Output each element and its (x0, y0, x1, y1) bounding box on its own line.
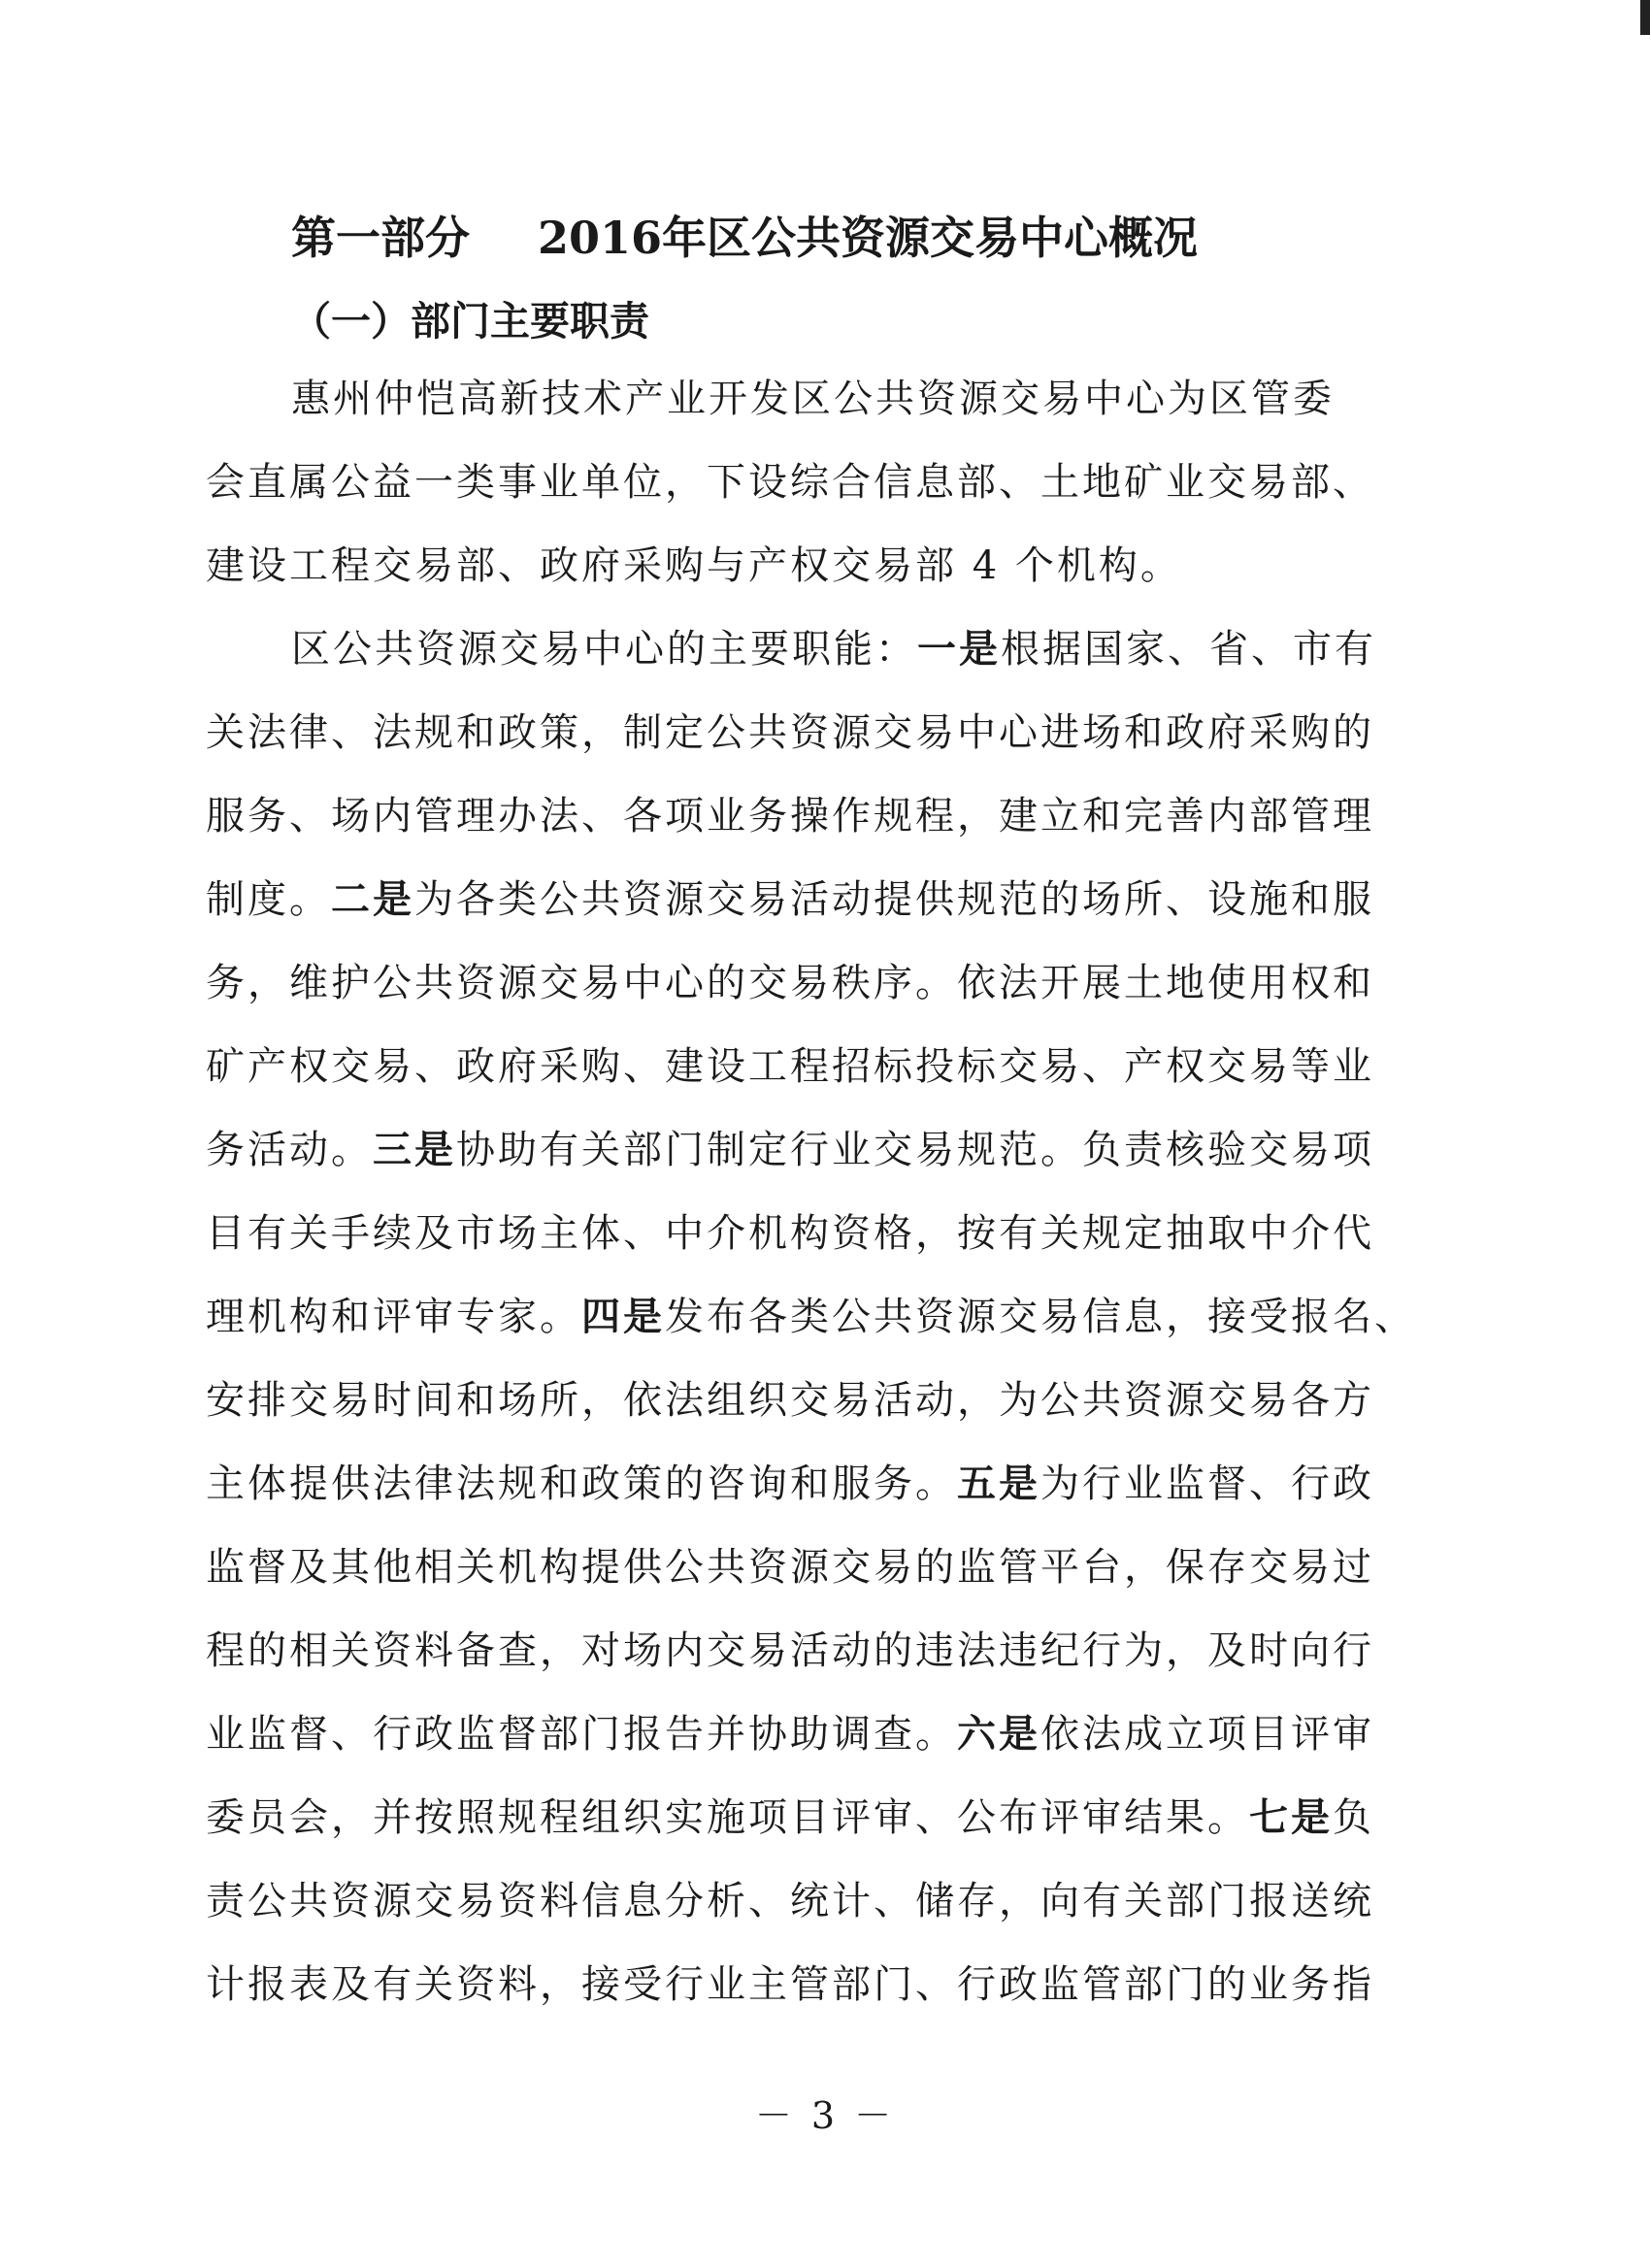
text-line: 会直属公益一类事业单位，下设综合信息部、土地矿业交易部、 (206, 460, 1374, 505)
page-number: － 3 － (754, 2094, 896, 2137)
text-line: 安排交易时间和场所，依法组织交易活动，为公共资源交易各方 (206, 1378, 1374, 1423)
section-title: （一）部门主要职责 (291, 298, 649, 345)
part-number: 第一部分 (291, 212, 470, 264)
text-line: 务，维护公共资源交易中心的交易秩序。依法开展土地使用权和 (206, 961, 1374, 1005)
text-run: 负 (1333, 1795, 1374, 1840)
emphasis-marker: 四是 (581, 1294, 665, 1339)
text-line: 程的相关资料备查，对场内交易活动的违法违纪行为，及时向行 (206, 1628, 1374, 1673)
text-line: 惠州仲恺高新技术产业开发区公共资源交易中心为区管委 (291, 377, 1335, 421)
text-line: 矿产权交易、政府采购、建设工程招标投标交易、产权交易等业 (206, 1044, 1374, 1089)
emphasis-marker: 六是 (957, 1711, 1040, 1757)
text-run: 主体提供法律法规和政策的咨询和服务。 (206, 1462, 957, 1506)
emphasis-marker: 三是 (373, 1127, 456, 1172)
text-run: 制度。 (206, 877, 331, 922)
text-run: 理机构和评审专家。 (206, 1295, 581, 1339)
text-line (206, 1776, 1405, 1859)
part-title (291, 204, 1407, 272)
emphasis-marker: 二是 (331, 876, 414, 922)
part-title-text: 2016年区公共资源交易中心概况 (538, 212, 1199, 264)
emphasis-marker: 五是 (957, 1461, 1040, 1506)
text-run: 为各类公共资源交易活动提供规范的场所、设施和服 (414, 877, 1374, 922)
text-line (206, 1442, 1405, 1526)
paragraph-overview (206, 357, 1405, 608)
text-run: 根据国家、省、市有 (1001, 627, 1376, 672)
text-run: 务活动。 (206, 1128, 373, 1172)
text-line (206, 1275, 1416, 1359)
text-run: 区公共资源交易中心的主要职能： (291, 627, 917, 672)
text-run: 依法成立项目评审 (1040, 1712, 1374, 1757)
text-line (206, 858, 1405, 941)
text-line: 建设工程交易部、政府采购与产权交易部 4 个机构。 (206, 543, 1182, 588)
text-line: 关法律、法规和政策，制定公共资源交易中心进场和政府采购的 (206, 710, 1374, 755)
emphasis-marker: 七是 (1249, 1794, 1333, 1840)
emphasis-marker: 一是 (917, 626, 1001, 672)
paragraph-functions (206, 608, 1416, 2026)
text-run: 业监督、行政监督部门报告并协助调查。 (206, 1712, 957, 1757)
text-run: 委员会，并按照规程组织实施项目评审、公布评审结果。 (206, 1795, 1249, 1840)
text-line (206, 608, 1405, 691)
text-line (206, 1108, 1405, 1192)
text-run: 协助有关部门制定行业交易规范。负责核验交易项 (456, 1128, 1374, 1172)
text-line: 目有关手续及市场主体、中介机构资格，按有关规定抽取中介代 (206, 1211, 1374, 1256)
text-line: 监督及其他相关机构提供公共资源交易的监管平台，保存交易过 (206, 1545, 1374, 1590)
text-line: 计报表及有关资料，接受行业主管部门、行政监管部门的业务指 (206, 1962, 1374, 2007)
text-line: 责公共资源交易资料信息分析、统计、储存，向有关部门报送统 (206, 1879, 1374, 1923)
text-line (206, 1693, 1405, 1776)
text-line: 服务、场内管理办法、各项业务操作规程，建立和完善内部管理 (206, 794, 1374, 838)
text-run: 为行业监督、行政 (1040, 1462, 1374, 1506)
text-run: 发布各类公共资源交易信息，接受报名、 (665, 1295, 1416, 1339)
